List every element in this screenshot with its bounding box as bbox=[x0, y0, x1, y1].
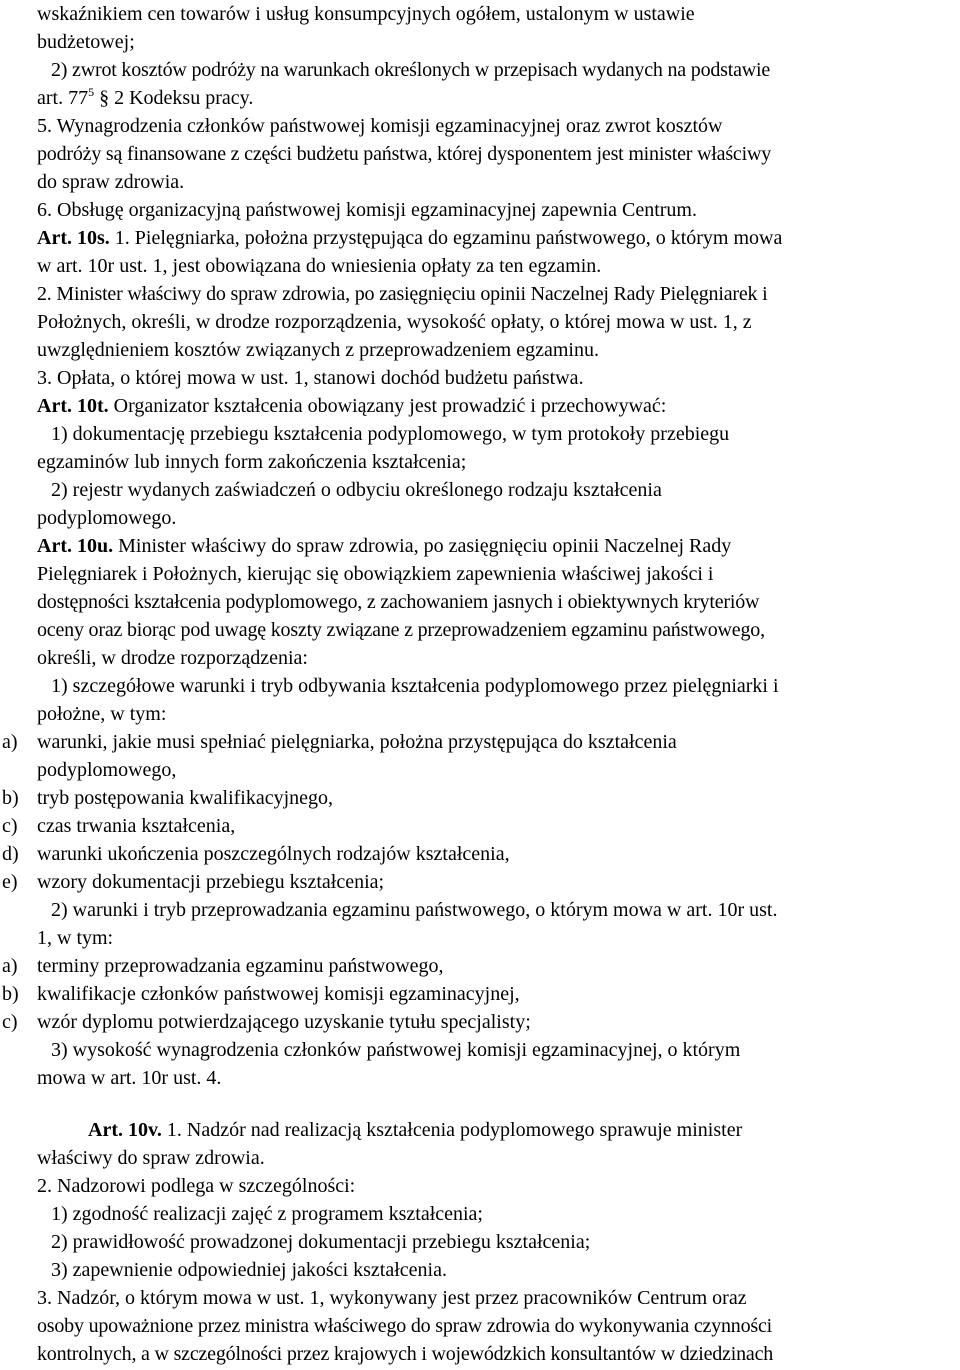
text-line: wzór dyplomu potwierdzającego uzyskanie tytułu specjalisty; bbox=[37, 1011, 531, 1033]
text-line: 1) szczegółowe warunki i tryb odbywania kształcenia podyplomowego przez pielęgniarki i bbox=[51, 675, 779, 697]
text-line: art. $77^5$ § 2 Kodeksu pracy. bbox=[37, 85, 254, 109]
list-marker: e) bbox=[2, 871, 18, 893]
list-marker: a) bbox=[2, 955, 18, 977]
text-line: 2) prawidłowość prowadzonej dokumentacji przebiegu kształcenia; bbox=[51, 1231, 591, 1253]
text-line: 1) dokumentację przebiegu kształcenia podyplomowego, w tym protokoły przebiegu bbox=[51, 423, 730, 445]
text-line: podróży są finansowane z części budżetu państwa, której dysponentem jest minister właściwy bbox=[37, 143, 772, 165]
text-line: podyplomowego, bbox=[37, 759, 177, 781]
text-line: Pielęgniarek i Położnych, kierując się obowiązkiem zapewnienia właściwej jakości i bbox=[37, 563, 714, 585]
text-line: tryb postępowania kwalifikacyjnego, bbox=[37, 787, 334, 809]
text-line: 3. Opłata, o której mowa w ust. 1, stanowi dochód budżetu państwa. bbox=[37, 367, 584, 389]
text-line: oceny oraz biorąc pod uwagę koszty związane z przeprowadzeniem egzaminu państwowego, bbox=[37, 619, 765, 641]
list-marker: c) bbox=[2, 815, 18, 837]
text-line: 2. Minister właściwy do spraw zdrowia, po zasięgnięciu opinii Naczelnej Rady Pielęgniarek i bbox=[37, 283, 768, 305]
text-line: Art. 10t. Organizator kształcenia obowiązany jest prowadzić i przechowywać: bbox=[37, 395, 667, 417]
article-heading: Art. 10s. bbox=[37, 227, 110, 249]
text-line: kwalifikacje członków państwowej komisji egzaminacyjnej, bbox=[37, 983, 520, 1005]
text-line: Położnych, określi, w drodze rozporządzenia, wysokość opłaty, o której mowa w ust. 1, z bbox=[37, 311, 752, 333]
text-line: do spraw zdrowia. bbox=[37, 171, 185, 193]
text-line: dostępności kształcenia podyplomowego, z zachowaniem jasnych i obiektywnych kryteriów bbox=[37, 591, 760, 613]
article-heading: Art. 10u. bbox=[37, 535, 114, 557]
list-marker: b) bbox=[2, 983, 19, 1005]
text-line: 2) warunki i tryb przeprowadzania egzaminu państwowego, o którym mowa w art. 10r ust. bbox=[51, 899, 778, 921]
text-line: budżetowej; bbox=[37, 31, 135, 53]
text-line: w art. 10r ust. 1, jest obowiązana do wniesienia opłaty za ten egzamin. bbox=[37, 255, 602, 277]
list-marker: c) bbox=[2, 1011, 18, 1033]
text-line: podyplomowego. bbox=[37, 507, 177, 529]
list-marker: b) bbox=[2, 787, 19, 809]
text-line: 5. Wynagrodzenia członków państwowej komisji egzaminacyjnej oraz zwrot kosztów bbox=[37, 115, 723, 137]
text-line: 3. Nadzór, o którym mowa w ust. 1, wykonywany jest przez pracowników Centrum oraz bbox=[37, 1287, 747, 1309]
text-line: Art. 10u. Minister właściwy do spraw zdrowia, po zasięgnięciu opinii Naczelnej Rady bbox=[37, 535, 732, 557]
list-marker: d) bbox=[2, 843, 19, 865]
text-line: Art. 10s. 1. Pielęgniarka, położna przystępująca do egzaminu państwowego, o którym mowa bbox=[37, 227, 783, 249]
text-line: mowa w art. 10r ust. 4. bbox=[37, 1067, 222, 1089]
article-heading: Art. 10v. bbox=[88, 1119, 162, 1141]
text-line: osoby upoważnione przez ministra właściwego do spraw zdrowia do wykonywania czynności bbox=[37, 1315, 773, 1337]
text-line: 2) zwrot kosztów podróży na warunkach określonych w przepisach wydanych na podstawie bbox=[51, 59, 771, 81]
text-line: egzaminów lub innych form zakończenia kształcenia; bbox=[37, 451, 467, 473]
superscript: 5 bbox=[88, 85, 95, 99]
text-line: 1, w tym: bbox=[37, 927, 114, 949]
article-heading: Art. 10t. bbox=[37, 395, 109, 417]
text-line: właściwy do spraw zdrowia. bbox=[37, 1147, 265, 1169]
text-line: terminy przeprowadzania egzaminu państwowego, bbox=[37, 955, 444, 977]
text-line: określi, w drodze rozporządzenia: bbox=[37, 647, 308, 669]
text-line: 2. Nadzorowi podlega w szczególności: bbox=[37, 1175, 356, 1197]
list-marker: a) bbox=[2, 731, 18, 753]
text-line: 2) rejestr wydanych zaświadczeń o odbyciu określonego rodzaju kształcenia bbox=[51, 479, 662, 501]
text-line: 3) wysokość wynagrodzenia członków państwowej komisji egzaminacyjnej, o którym bbox=[51, 1039, 741, 1061]
text-line: uwzględnieniem kosztów związanych z przeprowadzeniem egzaminu. bbox=[37, 339, 599, 361]
text-line: czas trwania kształcenia, bbox=[37, 815, 236, 837]
text-line: kontrolnych, a w szczególności przez krajowych i wojewódzkich konsultantów w dziedzinach bbox=[37, 1343, 774, 1365]
text-line: wzory dokumentacji przebiegu kształcenia; bbox=[37, 871, 385, 893]
text-line: wskaźnikiem cen towarów i usług konsumpcyjnych ogółem, ustalonym w ustawie bbox=[37, 3, 695, 25]
text-line: 1) zgodność realizacji zajęć z programem kształcenia; bbox=[51, 1203, 483, 1225]
text-line: 3) zapewnienie odpowiedniej jakości kształcenia. bbox=[51, 1259, 447, 1281]
text-line: warunki ukończenia poszczególnych rodzajów kształcenia, bbox=[37, 843, 510, 865]
text-line: 6. Obsługę organizacyjną państwowej komisji egzaminacyjnej zapewnia Centrum. bbox=[37, 199, 697, 221]
text-line: położne, w tym: bbox=[37, 703, 167, 725]
text-line: warunki, jakie musi spełniać pielęgniarka, położna przystępująca do kształcenia bbox=[37, 731, 677, 753]
text-line: Art. 10v. 1. Nadzór nad realizacją kształcenia podyplomowego sprawuje minister bbox=[88, 1119, 743, 1141]
